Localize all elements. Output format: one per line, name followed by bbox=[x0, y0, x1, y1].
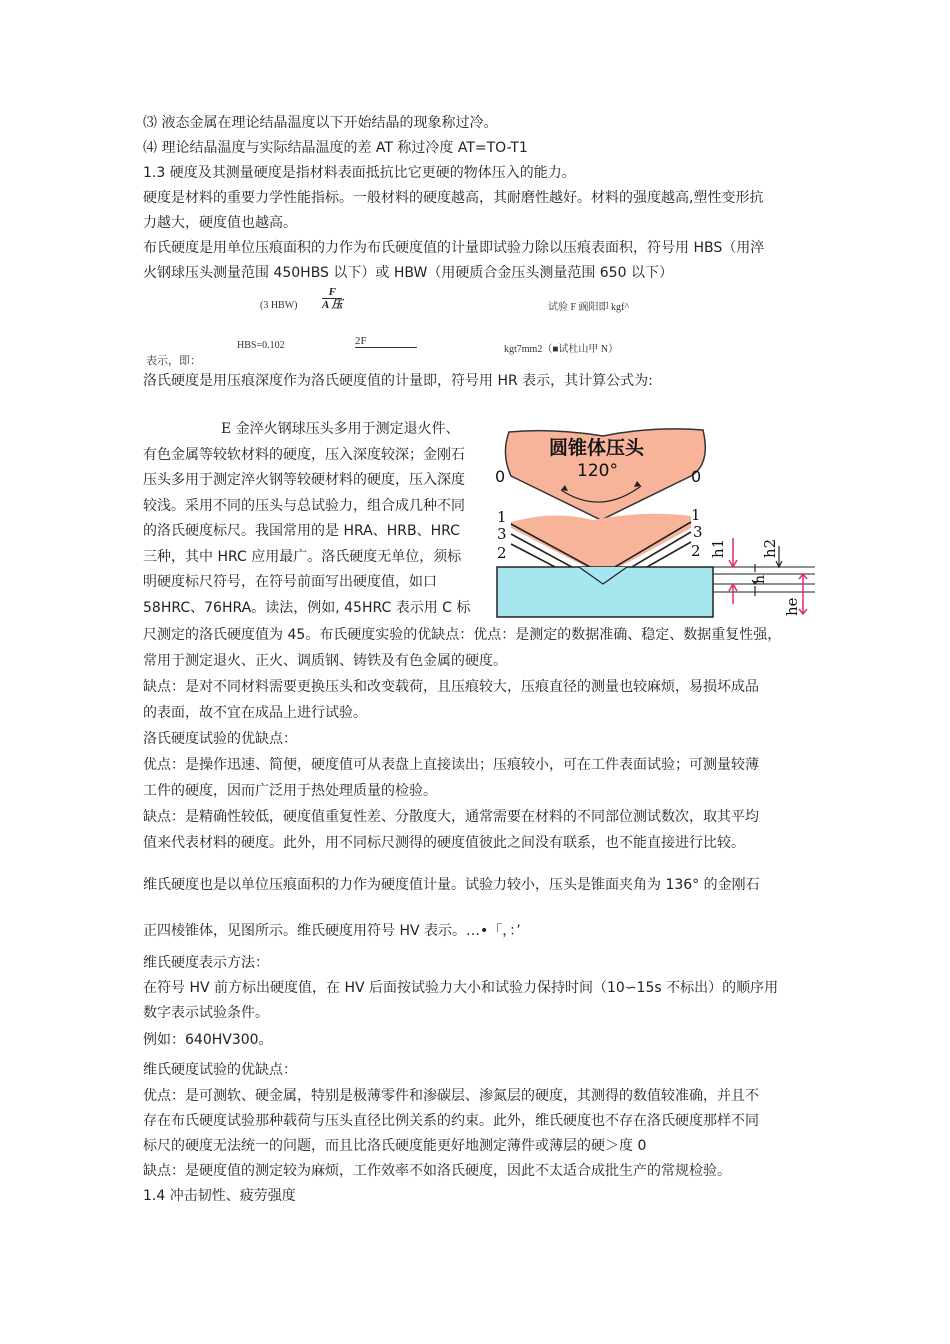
formula-row-top bbox=[140, 292, 660, 314]
rockwell-line-3: 压头多用于测定淬火钢等较硬材料的硬度，压入深度 bbox=[143, 472, 465, 488]
label-0-right: 0 bbox=[691, 467, 702, 486]
para-rockwell-pros-cons-heading: 洛氏硬度试验的优缺点： bbox=[143, 731, 297, 747]
para-vickers-method-1: 在符号 HV 前方标出硬度值，在 HV 后面按试验力大小和试验力保持时间（10∽15s 不标出）的顺序用 bbox=[143, 980, 779, 996]
para-brinell-2: 火钢球压头测量范围 450HBS 以下）或 HBW（用硬质合金压头测量范围 650 以下） bbox=[143, 265, 673, 281]
label-3-left: 3 bbox=[497, 525, 507, 543]
label-h2: h2 bbox=[761, 538, 779, 558]
para-vickers-example: 例如：640HV300。 bbox=[143, 1032, 273, 1048]
para-vickers-pros-3: 标尺的硬度无法统一的问题，而且比洛氏硬度能更好地测定薄件或薄层的硬＞度 0 bbox=[143, 1138, 647, 1154]
para-brinell-pros-2: 常用于测定退火、正火、调质钢、铸铁及有色金属的硬度。 bbox=[143, 653, 507, 669]
rockwell-line-7: 明硬度标尺符号，在符号前面写出硬度值，如口 bbox=[143, 574, 437, 590]
para-vickers-pyramid: 正四棱锥体，见图所示。维氏硬度用符号 HV 表示。…•「，：’ bbox=[143, 923, 521, 939]
label-h: h bbox=[752, 574, 768, 584]
para-vickers-method-heading: 维氏硬度表示方法： bbox=[143, 955, 269, 971]
para-brinell-cons-1: 缺点：是对不同材料需要更换压头和改变载荷，且压痕较大，压痕直径的测量也较麻烦，易损坏成品 bbox=[143, 679, 759, 695]
rockwell-line-5: 的洛氏硬度标尺。我国常用的是 HRA、HRB、HRC bbox=[143, 523, 460, 539]
para-rockwell-pros-1: 优点：是操作迅速、简便，硬度值可从表盘上直接读出；压痕较小，可在工件表面试验；可测量较薄 bbox=[143, 757, 759, 773]
para-brinell-cons-2: 的表面，故不宜在成品上进行试验。 bbox=[143, 705, 367, 721]
rockwell-cone-diagram bbox=[493, 424, 818, 620]
formula-fraction-denominator: A 压 bbox=[322, 299, 343, 311]
rockwell-line-4: 较浅。采用不同的压头与总试验力，组合成几种不同 bbox=[143, 497, 465, 514]
section-impact-fatigue: 1.4 冲击韧性、疲劳强度 bbox=[143, 1188, 296, 1204]
para-supercooling: ⑶ 液态金属在理论结晶温度以下开始结晶的现象称过冷。 bbox=[143, 115, 498, 131]
para-rockwell-cons-1: 缺点：是精确性较低，硬度值重复性差、分散度大，通常需要在材料的不同部位测试数次，取其平均 bbox=[143, 809, 759, 825]
formula-express: 表示，即： bbox=[146, 355, 201, 367]
formula-row-bottom-2 bbox=[140, 348, 220, 367]
label-3-right: 3 bbox=[693, 523, 703, 541]
para-vickers-method-2: 数字表示试验条件。 bbox=[143, 1005, 269, 1021]
para-rockwell-pros-2: 工件的硬度，因而广泛用于热处理质量的检验。 bbox=[143, 783, 437, 799]
rockwell-line-1: E 金淬火钢球压头多用于测定退火件、 bbox=[221, 421, 460, 437]
para-hardness-importance-1: 硬度是材料的重要力学性能指标。一般材料的硬度越高，其耐磨性越好。材料的强度越高,塑性变形抗 bbox=[143, 190, 764, 206]
label-1-right: 1 bbox=[691, 506, 701, 524]
para-vickers-intro: 维氏硬度也是以单位压痕面积的力作为硬度值计量。试验力较小，压头是锥面夹角为 136° 的金刚石 bbox=[143, 877, 760, 893]
formula-unit: kgt7mm2（■试杜山甲 N） bbox=[504, 344, 619, 355]
para-brinell-1: 布氏硬度是用单位压痕面积的力作为布氏硬度值的计量即试验力除以压痕表面积，符号用 HBS（用淬 bbox=[143, 240, 765, 256]
para-supercooling-degree: ⑷ 理论结晶温度与实际结晶温度的差 AT 称过冷度 AT=TO-T1 bbox=[143, 140, 528, 156]
formula-2f: 2F bbox=[355, 335, 417, 348]
para-brinell-pros-1: 尺测定的洛氏硬度值为 45。布氏硬度实验的优缺点：优点：是测定的数据准确、稳定、数据重复性强， bbox=[143, 627, 782, 643]
label-he: he bbox=[783, 597, 801, 616]
para-vickers-pros-2: 存在布氏硬度试验那种载荷与压头直径比例关系的约束。此外，维氏硬度也不存在洛氏硬度那样不同 bbox=[143, 1113, 759, 1129]
label-h1: h1 bbox=[709, 538, 727, 558]
formula-test-force: 试验 F 豌阳即 kgf^ bbox=[548, 302, 630, 313]
para-vickers-pros-cons-heading: 维氏硬度试验的优缺点： bbox=[143, 1062, 297, 1078]
para-rockwell-intro: 洛氏硬度是用压痕深度作为洛氏硬度值的计量即，符号用 HR 表示，其计算公式为: bbox=[143, 373, 653, 389]
para-vickers-cons: 缺点：是硬度值的测定较为麻烦，工作效率不如洛氏硬度，因此不太适合成批生产的常规检验。 bbox=[143, 1163, 731, 1179]
formula-fraction-numerator: F bbox=[328, 286, 336, 298]
label-0-left: 0 bbox=[495, 467, 506, 486]
rockwell-column bbox=[143, 417, 481, 621]
formula-hbw: (3 HBW) bbox=[260, 300, 298, 311]
para-rockwell-cons-2: 值来代表材料的硬度。此外，用不同标尺测得的硬度值彼此之间没有联系，也不能直接进行比较。 bbox=[143, 835, 745, 851]
para-hardness-definition: 1.3 硬度及其测量硬度是指材料表面抵抗比它更硬的物体压入的能力。 bbox=[143, 165, 576, 181]
formula-fraction bbox=[322, 286, 342, 311]
formula-row-bottom bbox=[140, 334, 660, 355]
label-1-left: 1 bbox=[497, 508, 507, 526]
formula-hbs: HBS=0.102 bbox=[237, 340, 285, 351]
para-vickers-pros-1: 优点：是可测软、硬金属，特别是极薄零件和渗碳层、渗氮层的硬度，其测得的数值较准确，并且不 bbox=[143, 1088, 759, 1104]
diagram-angle: 120° bbox=[577, 461, 618, 481]
diagram-title: 圆锥体压头 bbox=[549, 437, 645, 459]
rockwell-line-6: 三种，其中 HRC 应用最广。洛氏硬度无单位，须标 bbox=[143, 548, 462, 565]
rockwell-line-2: 有色金属等较软材料的硬度，压入深度较深；金刚石 bbox=[143, 446, 465, 463]
label-2-right: 2 bbox=[691, 542, 701, 560]
label-2-left: 2 bbox=[497, 544, 507, 562]
para-hardness-importance-2: 力越大，硬度值也越高。 bbox=[143, 215, 297, 231]
rockwell-line-8: 58HRC、76HRA。读法，例如, 45HRC 表示用 C 标 bbox=[143, 599, 471, 616]
